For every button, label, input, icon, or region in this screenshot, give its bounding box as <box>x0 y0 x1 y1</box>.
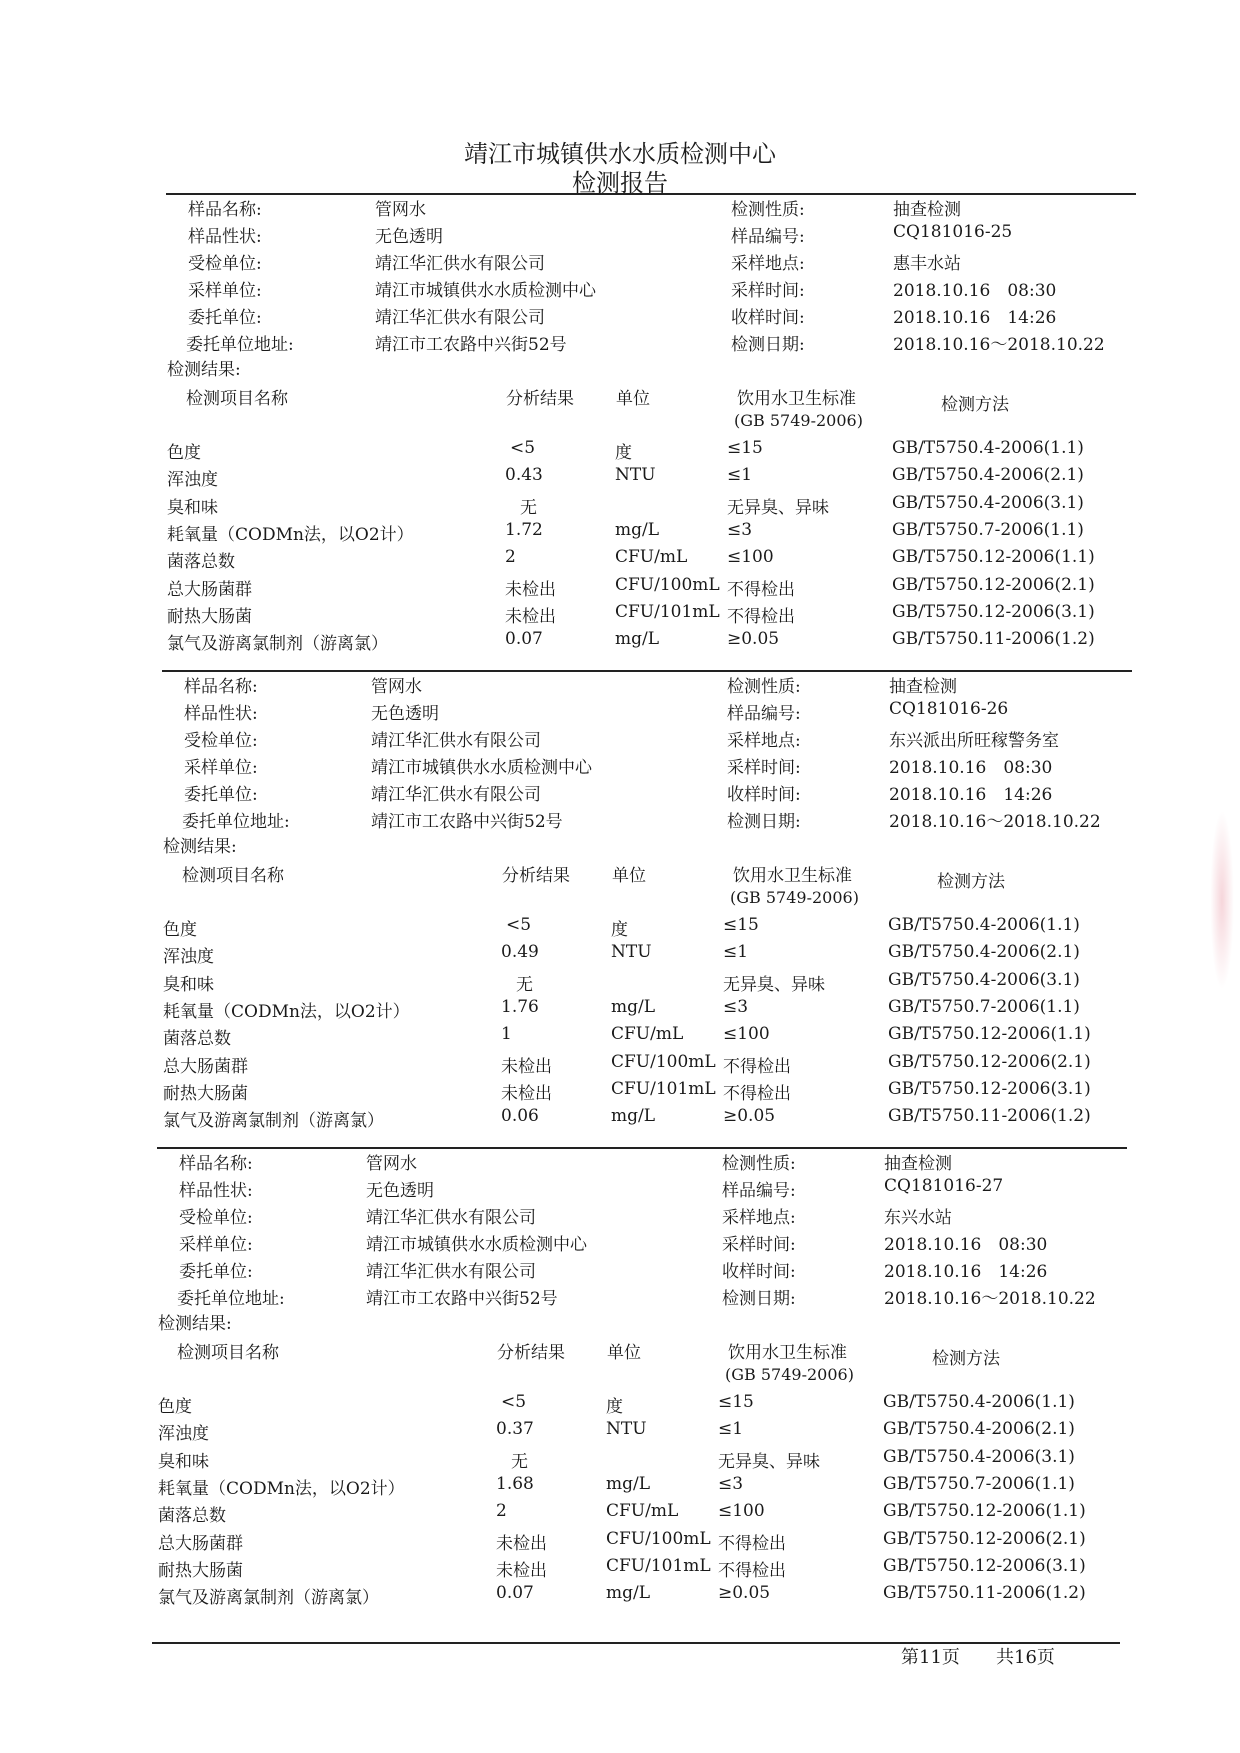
meta-value: 2018.10.16 14:26 <box>884 1262 1048 1282</box>
cell-standard: 不得检出 <box>723 1056 791 1077</box>
cell-standard: ≤3 <box>718 1473 744 1494</box>
meta-row <box>0 303 1057 329</box>
meta-label: 委托单位地址: <box>186 335 294 355</box>
cell-result: <5 <box>510 438 536 458</box>
cell-method: GB/T5750.11-2006(1.2) <box>888 1106 1091 1127</box>
cell-method: GB/T5750.4-2006(1.1) <box>888 915 1080 935</box>
cell-result: 未检出 <box>505 606 556 627</box>
meta-row <box>0 222 1013 248</box>
meta-label: 采样时间: <box>722 1235 796 1255</box>
cell-method: GB/T5750.12-2006(3.1) <box>888 1078 1091 1099</box>
table-row <box>0 1528 1086 1555</box>
cell-item: 氯气及游离氯制剂（游离氯） <box>158 1588 379 1609</box>
table-row <box>0 465 1084 491</box>
meta-label: 采样地点: <box>731 254 805 274</box>
cell-item: 浑浊度 <box>163 947 214 968</box>
meta-label: 样品编号: <box>722 1181 796 1201</box>
meta-value: 靖江市城镇供水水质检测中心 <box>371 758 592 778</box>
meta-value: 靖江华汇供水有限公司 <box>371 731 541 751</box>
cell-method: GB/T5750.12-2006(2.1) <box>892 574 1095 595</box>
results-label: 检测结果: <box>158 1314 232 1334</box>
cell-standard: ≤100 <box>718 1501 765 1522</box>
cell-result: 1.68 <box>496 1473 534 1494</box>
meta-value: 靖江华汇供水有限公司 <box>375 308 545 328</box>
column-header-unit: 单位 <box>607 1343 641 1363</box>
table-row <box>0 1106 1091 1132</box>
cell-unit: CFU/mL <box>615 547 688 568</box>
cell-item: 臭和味 <box>158 1451 209 1472</box>
meta-row <box>0 330 1105 356</box>
meta-label: 收样时间: <box>722 1262 796 1282</box>
cell-method: GB/T5750.4-2006(2.1) <box>892 465 1084 486</box>
table-row <box>0 1024 1091 1050</box>
meta-value: 靖江市城镇供水水质检测中心 <box>375 281 596 301</box>
cell-item: 耗氧量（CODMn法，以O2计） <box>167 524 414 545</box>
meta-row <box>0 1230 1048 1256</box>
cell-method: GB/T5750.11-2006(1.2) <box>892 629 1095 650</box>
table-row <box>0 492 1084 519</box>
table-row <box>0 1419 1075 1445</box>
cell-method: GB/T5750.12-2006(3.1) <box>883 1555 1086 1576</box>
cell-standard: ≤3 <box>723 996 749 1017</box>
meta-value: 管网水 <box>366 1154 417 1174</box>
cell-item: 氯气及游离氯制剂（游离氯） <box>167 634 388 655</box>
cell-unit: CFU/101mL <box>606 1555 711 1576</box>
column-header-standard: 饮用水卫生标准 <box>733 866 852 886</box>
meta-value: 抽查检测 <box>884 1154 952 1174</box>
cell-standard: ≤1 <box>727 465 753 486</box>
cell-result: <5 <box>501 1392 527 1412</box>
table-row <box>0 601 1095 628</box>
cell-unit: NTU <box>615 465 656 486</box>
meta-value: 靖江华汇供水有限公司 <box>375 254 545 274</box>
cell-unit: CFU/100mL <box>615 574 720 595</box>
meta-row <box>0 276 1057 302</box>
cell-unit: mg/L <box>615 519 660 540</box>
cell-item: 色度 <box>167 443 201 463</box>
meta-label: 样品名称: <box>179 1154 253 1174</box>
cell-standard: ≤100 <box>727 547 774 568</box>
meta-value: 靖江华汇供水有限公司 <box>371 785 541 805</box>
table-row <box>0 915 1080 941</box>
meta-row <box>0 780 1053 806</box>
table-row <box>0 1583 1086 1609</box>
meta-label: 检测日期: <box>731 335 805 355</box>
cell-method: GB/T5750.4-2006(1.1) <box>892 438 1084 458</box>
meta-row <box>0 726 1059 752</box>
meta-value: 靖江华汇供水有限公司 <box>366 1208 536 1228</box>
meta-value: 靖江市工农路中兴街52号 <box>371 812 563 832</box>
column-header-item: 检测项目名称 <box>186 389 288 409</box>
column-header-method: 检测方法 <box>937 872 1005 892</box>
cell-standard: 不得检出 <box>727 606 795 627</box>
cell-item: 耗氧量（CODMn法，以O2计） <box>158 1478 405 1499</box>
cell-result: 未检出 <box>496 1560 547 1581</box>
cell-unit: 度 <box>615 443 632 463</box>
column-header-standard-ref: (GB 5749-2006) <box>725 1365 854 1384</box>
meta-row <box>0 807 1101 833</box>
column-header-standard-ref: (GB 5749-2006) <box>730 888 859 907</box>
meta-row <box>0 1257 1048 1283</box>
column-header-result: 分析结果 <box>506 389 574 409</box>
cell-item: 色度 <box>158 1397 192 1417</box>
cell-result: 0.43 <box>505 465 543 486</box>
table-row <box>0 574 1095 601</box>
meta-row <box>0 249 1000 275</box>
table-row <box>0 1078 1091 1105</box>
cell-method: GB/T5750.12-2006(1.1) <box>892 547 1095 568</box>
table-row <box>0 1555 1086 1582</box>
cell-result: 0.06 <box>501 1106 539 1127</box>
cell-standard: 不得检出 <box>718 1560 786 1581</box>
meta-label: 检测性质: <box>727 677 801 697</box>
cell-method: GB/T5750.4-2006(2.1) <box>883 1419 1075 1440</box>
footer-divider <box>152 1642 1120 1644</box>
table-row <box>0 519 1084 546</box>
cell-method: GB/T5750.12-2006(1.1) <box>888 1024 1091 1045</box>
meta-label: 委托单位地址: <box>177 1289 285 1309</box>
cell-unit: 度 <box>611 920 628 940</box>
cell-result: 0.49 <box>501 942 539 963</box>
meta-label: 检测日期: <box>722 1289 796 1309</box>
cell-result: 0.37 <box>496 1419 534 1440</box>
cell-unit: mg/L <box>615 629 660 650</box>
page-number-current: 第11页 <box>901 1647 960 1668</box>
cell-standard: 无异臭、异味 <box>718 1451 820 1472</box>
meta-value: 无色透明 <box>375 227 443 247</box>
cell-method: GB/T5750.11-2006(1.2) <box>883 1583 1086 1604</box>
meta-value: 东兴水站 <box>884 1208 952 1228</box>
meta-value: 无色透明 <box>366 1181 434 1201</box>
meta-row <box>0 1176 1004 1202</box>
cell-standard: ≥0.05 <box>718 1583 771 1604</box>
cell-result: 0.07 <box>496 1583 534 1604</box>
cell-method: GB/T5750.4-2006(3.1) <box>892 492 1084 513</box>
column-header-standard: 饮用水卫生标准 <box>728 1343 847 1363</box>
cell-result: 1.72 <box>505 519 543 540</box>
report-title: 靖江市城镇供水水质检测中心 <box>464 140 776 168</box>
meta-value: 东兴派出所旺稼警务室 <box>889 731 1059 751</box>
table-row <box>0 1501 1086 1527</box>
column-header-item: 检测项目名称 <box>177 1343 279 1363</box>
meta-label: 样品名称: <box>184 677 258 697</box>
cell-standard: ≤15 <box>727 438 763 458</box>
cell-result: 未检出 <box>496 1533 547 1554</box>
cell-unit: NTU <box>611 942 652 963</box>
meta-value: 管网水 <box>371 677 422 697</box>
meta-value: 2018.10.16 14:26 <box>889 785 1053 805</box>
column-header-standard-ref: (GB 5749-2006) <box>734 411 863 430</box>
meta-row <box>0 1203 1000 1229</box>
page-number-total: 共16页 <box>996 1647 1055 1668</box>
column-header-unit: 单位 <box>612 866 646 886</box>
cell-method: GB/T5750.12-2006(1.1) <box>883 1501 1086 1522</box>
cell-item: 总大肠菌群 <box>167 579 252 600</box>
meta-value: CQ181016-27 <box>884 1176 1004 1196</box>
cell-item: 耐热大肠菌 <box>163 1083 248 1104</box>
cell-unit: CFU/100mL <box>611 1051 716 1072</box>
meta-label: 委托单位: <box>179 1262 253 1282</box>
cell-item: 浑浊度 <box>167 470 218 491</box>
cell-method: GB/T5750.7-2006(1.1) <box>892 519 1084 540</box>
cell-standard: ≤100 <box>723 1024 770 1045</box>
cell-result: 未检出 <box>501 1056 552 1077</box>
meta-label: 样品编号: <box>731 227 805 247</box>
cell-unit: NTU <box>606 1419 647 1440</box>
cell-result: 0.07 <box>505 629 543 650</box>
meta-value: 惠丰水站 <box>893 254 961 274</box>
table-row <box>0 1051 1091 1078</box>
meta-label: 样品性状: <box>184 704 258 724</box>
cell-item: 总大肠菌群 <box>158 1533 243 1554</box>
cell-unit: mg/L <box>606 1583 651 1604</box>
meta-value: 2018.10.16～2018.10.22 <box>889 812 1101 832</box>
meta-label: 采样时间: <box>731 281 805 301</box>
meta-label: 采样时间: <box>727 758 801 778</box>
cell-result: 未检出 <box>501 1083 552 1104</box>
cell-method: GB/T5750.12-2006(2.1) <box>883 1528 1086 1549</box>
meta-label: 受检单位: <box>184 731 258 751</box>
meta-label: 样品性状: <box>188 227 262 247</box>
column-header-item: 检测项目名称 <box>182 866 284 886</box>
column-header-method: 检测方法 <box>941 395 1009 415</box>
cell-result: 无 <box>516 974 533 995</box>
table-row <box>0 629 1095 655</box>
cell-item: 耐热大肠菌 <box>167 606 252 627</box>
cell-result: 无 <box>520 497 537 518</box>
meta-label: 采样单位: <box>188 281 262 301</box>
table-row <box>0 969 1080 996</box>
meta-value: CQ181016-26 <box>889 699 1009 719</box>
cell-standard: ≤3 <box>727 519 753 540</box>
cell-unit: mg/L <box>611 1106 656 1127</box>
table-row <box>0 996 1080 1023</box>
cell-standard: ≤15 <box>718 1392 754 1412</box>
meta-label: 收样时间: <box>727 785 801 805</box>
meta-value: 2018.10.16 08:30 <box>884 1235 1048 1255</box>
meta-value: 靖江市城镇供水水质检测中心 <box>366 1235 587 1255</box>
meta-label: 受检单位: <box>179 1208 253 1228</box>
cell-unit: CFU/mL <box>606 1501 679 1522</box>
cell-standard: ≤1 <box>718 1419 744 1440</box>
cell-unit: CFU/101mL <box>615 601 720 622</box>
column-header-result: 分析结果 <box>502 866 570 886</box>
meta-label: 检测性质: <box>731 200 805 220</box>
report-subtitle: 检测报告 <box>572 169 668 197</box>
meta-label: 检测性质: <box>722 1154 796 1174</box>
meta-value: 无色透明 <box>371 704 439 724</box>
meta-row <box>0 1149 1000 1175</box>
cell-standard: 无异臭、异味 <box>727 497 829 518</box>
cell-result: 2 <box>505 547 516 568</box>
cell-method: GB/T5750.4-2006(1.1) <box>883 1392 1075 1412</box>
meta-value: 抽查检测 <box>893 200 961 220</box>
cell-item: 菌落总数 <box>158 1506 226 1527</box>
cell-result: <5 <box>506 915 532 935</box>
column-header-unit: 单位 <box>616 389 650 409</box>
cell-item: 氯气及游离氯制剂（游离氯） <box>163 1111 384 1132</box>
cell-standard: ≤15 <box>723 915 759 935</box>
cell-standard: 不得检出 <box>723 1083 791 1104</box>
cell-method: GB/T5750.12-2006(3.1) <box>892 601 1095 622</box>
column-header-standard: 饮用水卫生标准 <box>737 389 856 409</box>
meta-value: 2018.10.16 08:30 <box>893 281 1057 301</box>
cell-standard: 不得检出 <box>718 1533 786 1554</box>
meta-value: 靖江华汇供水有限公司 <box>366 1262 536 1282</box>
table-row <box>0 942 1080 968</box>
meta-row <box>0 672 1000 698</box>
meta-row <box>0 1284 1096 1310</box>
cell-method: GB/T5750.4-2006(3.1) <box>888 969 1080 990</box>
meta-label: 采样单位: <box>184 758 258 778</box>
cell-item: 耗氧量（CODMn法，以O2计） <box>163 1001 410 1022</box>
meta-value: 2018.10.16 08:30 <box>889 758 1053 778</box>
cell-method: GB/T5750.7-2006(1.1) <box>883 1473 1075 1494</box>
table-row <box>0 1446 1075 1473</box>
meta-value: 靖江市工农路中兴街52号 <box>375 335 567 355</box>
meta-value: 2018.10.16 14:26 <box>893 308 1057 328</box>
cell-method: GB/T5750.12-2006(2.1) <box>888 1051 1091 1072</box>
table-row <box>0 1392 1075 1418</box>
cell-result: 未检出 <box>505 579 556 600</box>
cell-item: 浑浊度 <box>158 1424 209 1445</box>
meta-label: 收样时间: <box>731 308 805 328</box>
cell-item: 菌落总数 <box>167 552 235 573</box>
cell-standard: ≤1 <box>723 942 749 963</box>
cell-result: 2 <box>496 1501 507 1522</box>
meta-label: 采样地点: <box>722 1208 796 1228</box>
cell-method: GB/T5750.4-2006(2.1) <box>888 942 1080 963</box>
cell-unit: mg/L <box>611 996 656 1017</box>
cell-unit: mg/L <box>606 1473 651 1494</box>
cell-method: GB/T5750.4-2006(3.1) <box>883 1446 1075 1467</box>
meta-value: 靖江市工农路中兴街52号 <box>366 1289 558 1309</box>
cell-unit: 度 <box>606 1397 623 1417</box>
cell-standard: ≥0.05 <box>723 1106 776 1127</box>
cell-item: 臭和味 <box>167 497 218 518</box>
meta-row <box>0 699 1009 725</box>
meta-row <box>0 195 1000 221</box>
cell-standard: ≥0.05 <box>727 629 780 650</box>
cell-method: GB/T5750.7-2006(1.1) <box>888 996 1080 1017</box>
meta-row <box>0 753 1053 779</box>
meta-label: 委托单位: <box>188 308 262 328</box>
meta-label: 委托单位: <box>184 785 258 805</box>
meta-value: 管网水 <box>375 200 426 220</box>
cell-item: 菌落总数 <box>163 1029 231 1050</box>
meta-label: 采样单位: <box>179 1235 253 1255</box>
seal-stamp-edge <box>1210 810 1234 990</box>
cell-item: 色度 <box>163 920 197 940</box>
meta-value: CQ181016-25 <box>893 222 1013 242</box>
cell-item: 总大肠菌群 <box>163 1056 248 1077</box>
results-label: 检测结果: <box>163 837 237 857</box>
meta-value: 2018.10.16～2018.10.22 <box>893 335 1105 355</box>
meta-value: 2018.10.16～2018.10.22 <box>884 1289 1096 1309</box>
column-header-result: 分析结果 <box>497 1343 565 1363</box>
meta-label: 样品性状: <box>179 1181 253 1201</box>
cell-result: 1 <box>501 1024 512 1045</box>
meta-label: 样品编号: <box>727 704 801 724</box>
cell-item: 耐热大肠菌 <box>158 1560 243 1581</box>
cell-unit: CFU/mL <box>611 1024 684 1045</box>
column-header-method: 检测方法 <box>932 1349 1000 1369</box>
cell-item: 臭和味 <box>163 974 214 995</box>
cell-standard: 无异臭、异味 <box>723 974 825 995</box>
meta-label: 检测日期: <box>727 812 801 832</box>
results-label: 检测结果: <box>167 360 241 380</box>
table-row <box>0 1473 1075 1500</box>
meta-label: 采样地点: <box>727 731 801 751</box>
meta-label: 委托单位地址: <box>182 812 290 832</box>
meta-label: 样品名称: <box>188 200 262 220</box>
cell-unit: CFU/100mL <box>606 1528 711 1549</box>
cell-result: 1.76 <box>501 996 539 1017</box>
table-row <box>0 547 1095 573</box>
cell-unit: CFU/101mL <box>611 1078 716 1099</box>
meta-label: 受检单位: <box>188 254 262 274</box>
cell-standard: 不得检出 <box>727 579 795 600</box>
meta-value: 抽查检测 <box>889 677 957 697</box>
table-row <box>0 438 1084 464</box>
cell-result: 无 <box>511 1451 528 1472</box>
